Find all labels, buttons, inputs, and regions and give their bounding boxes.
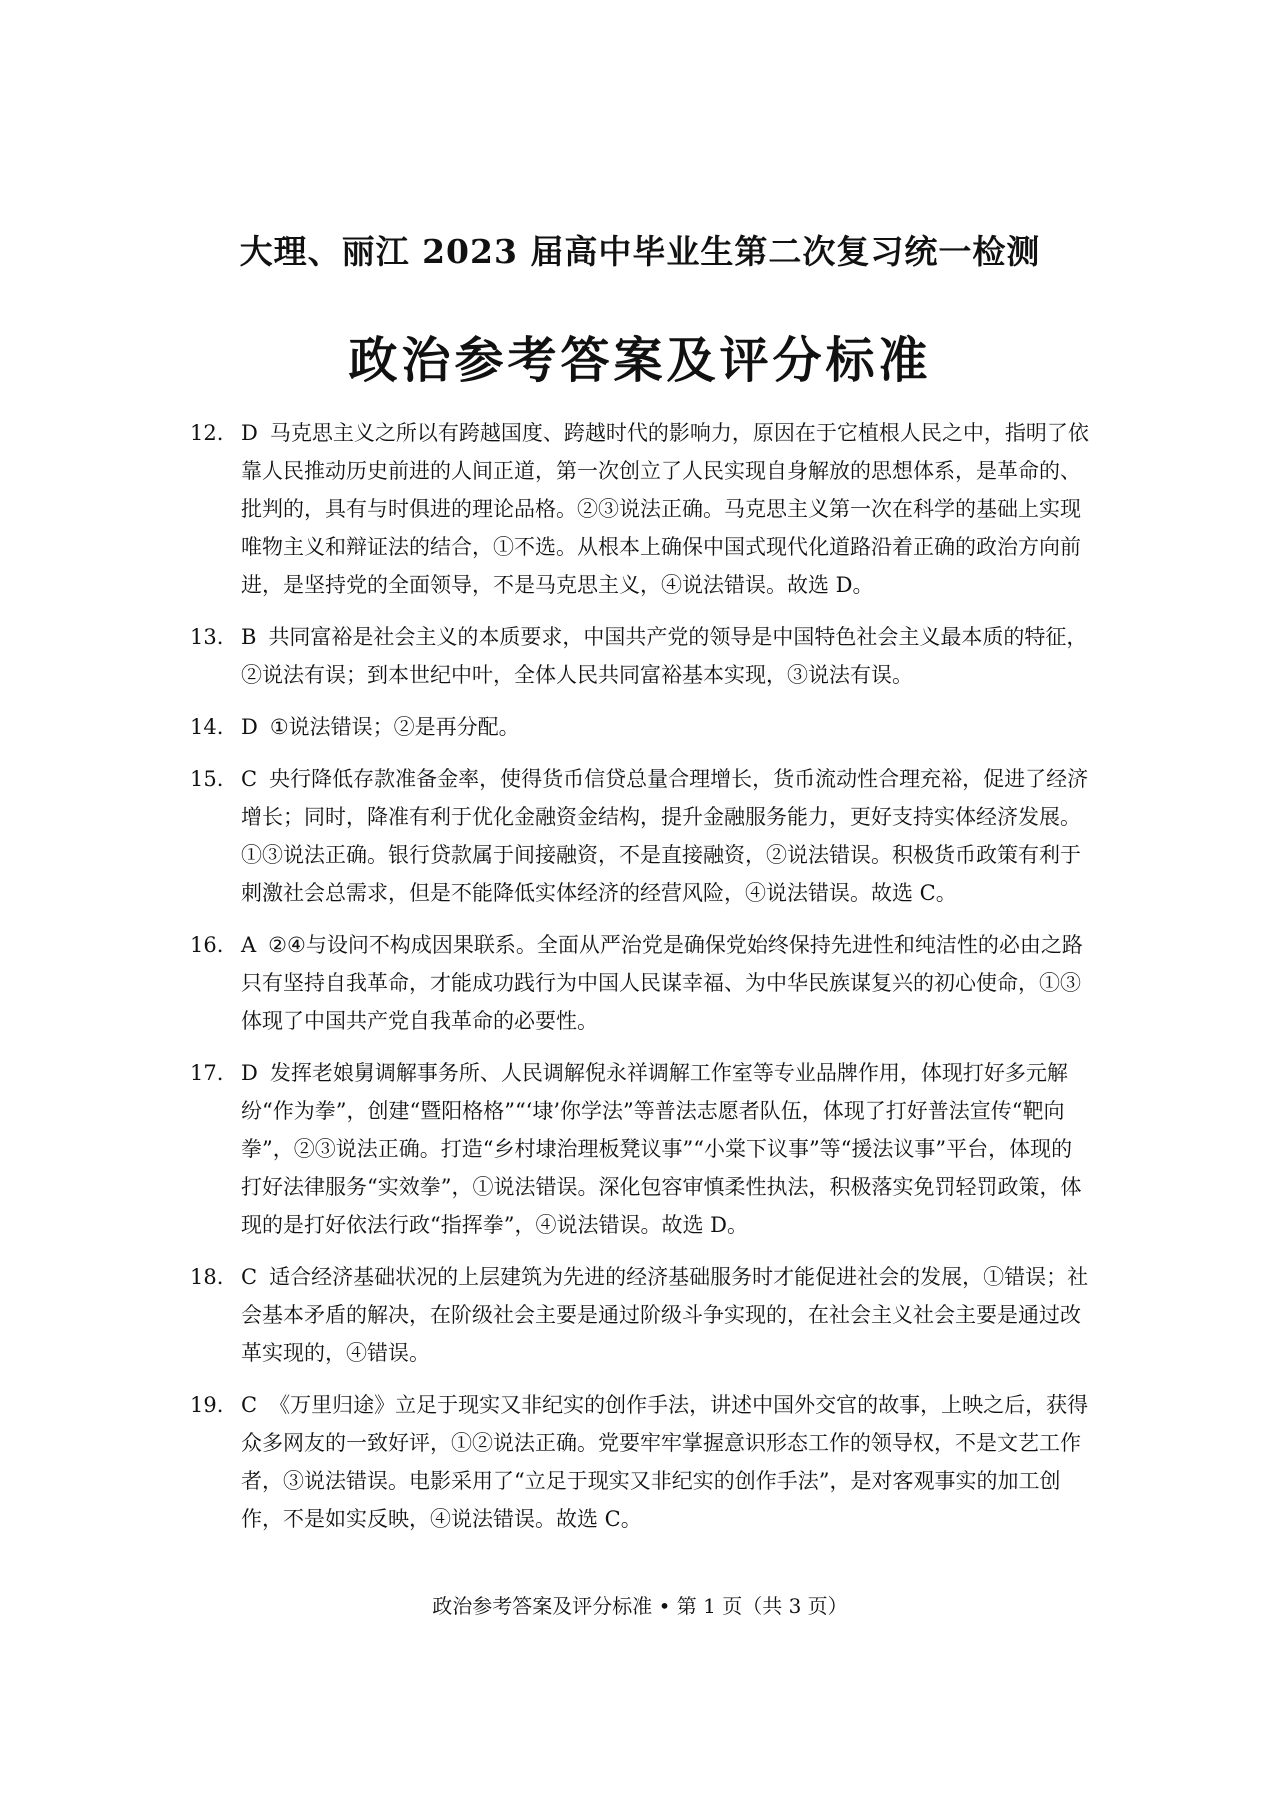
explanation-text: 适合经济基础状况的上层建筑为先进的经济基础服务时才能促进社会的发展，①错误；社会基本矛盾的解决，在阶级社会主要是通过阶级斗争实现的，在社会主义社会主要是通过改革实现的，④错误。 (241, 1265, 1089, 1365)
explanation-text: 马克思主义之所以有跨越国度、跨越时代的影响力，原因在于它植根人民之中，指明了依靠人民推动历史前进的人间正道，第一次创立了人民实现自身解放的思想体系，是革命的、批判的，具有与时俱进的理论品格。②③说法正确。马克思主义第一次在科学的基础上实现唯物主义和辩证法的结合，①不选。从根本上确保中国式现代化道路沿着正确的政治方向前进，是坚持党的全面领导，不是马克思主义，④说法错误。故选 D。 (241, 421, 1089, 597)
question-number: 19. (190, 1393, 224, 1417)
answer-choice: C (241, 1393, 258, 1417)
explanation-text: 共同富裕是社会主义的本质要求，中国共产党的领导是中国特色社会主义最本质的特征，②说法有误；到本世纪中叶，全体人民共同富裕基本实现，③说法有误。 (241, 625, 1088, 687)
answer-item-19 (190, 1386, 1090, 1538)
answer-choice: D (241, 715, 258, 739)
answer-list (190, 414, 1090, 1552)
answer-item-18 (190, 1258, 1090, 1372)
explanation-text: 《万里归途》立足于现实又非纪实的创作手法，讲述中国外交官的故事，上映之后，获得众多网友的一致好评，①②说法正确。党要牢牢掌握意识形态工作的领导权，不是文艺工作者，③说法错误。电影采用了“立足于现实又非纪实的创作手法”，是对客观事实的加工创作，不是如实反映，④说法错误。故选 C。 (241, 1393, 1089, 1531)
explanation-text: ①说法错误；②是再分配。 (269, 715, 520, 739)
question-number: 13. (190, 625, 224, 649)
answer-item-13 (190, 618, 1090, 694)
question-number: 17. (190, 1061, 224, 1085)
question-number: 14. (190, 715, 224, 739)
answer-choice: D (241, 421, 258, 445)
answer-choice: C (241, 767, 258, 791)
answer-item-16 (190, 926, 1090, 1040)
question-number: 15. (190, 767, 224, 791)
explanation-text: 发挥老娘舅调解事务所、人民调解倪永祥调解工作室等专业品牌作用，体现打好多元解纷“作为拳”，创建“暨阳格格”“‘埭’你学法”等普法志愿者队伍，体现了打好普法宣传“靶向拳”，②③说法正确。打造“乡村埭治理板凳议事”“小棠下议事”等“援法议事”平台，体现的打好法律服务“实效拳”，①说法错误。深化包容审慎柔性执法，积极落实免罚轻罚政策，体现的是打好依法行政“指挥拳”，④说法错误。故选 D。 (241, 1061, 1082, 1237)
question-number: 18. (190, 1265, 224, 1289)
question-number: 12. (190, 421, 224, 445)
question-number: 16. (190, 933, 224, 957)
answer-item-14 (190, 708, 1090, 746)
document-title: 政治参考答案及评分标准 (348, 331, 932, 389)
answer-item-15 (190, 760, 1090, 912)
exam-title: 大理、丽江 2023 届高中毕业生第二次复习统一检测 (239, 232, 1041, 271)
answer-choice: C (241, 1265, 258, 1289)
explanation-text: ②④与设问不构成因果联系。全面从严治党是确保党始终保持先进性和纯洁性的必由之路只有坚持自我革命，才能成功践行为中国人民谋幸福、为中华民族谋复兴的初心使命，①③体现了中国共产党自我革命的必要性。 (241, 933, 1083, 1033)
page-footer: 政治参考答案及评分标准 • 第 1 页（共 3 页） (432, 1594, 848, 1618)
answer-choice: D (241, 1061, 258, 1085)
answer-item-12 (190, 414, 1090, 604)
answer-choice: A (241, 933, 257, 957)
answer-item-17 (190, 1054, 1090, 1244)
answer-choice: B (241, 625, 257, 649)
explanation-text: 央行降低存款准备金率，使得货币信贷总量合理增长，货币流动性合理充裕，促进了经济增长；同时，降准有利于优化金融资金结构，提升金融服务能力，更好支持实体经济发展。①③说法正确。银行贷款属于间接融资，不是直接融资，②说法错误。积极货币政策有利于刺激社会总需求，但是不能降低实体经济的经营风险，④说法错误。故选 C。 (241, 767, 1089, 905)
